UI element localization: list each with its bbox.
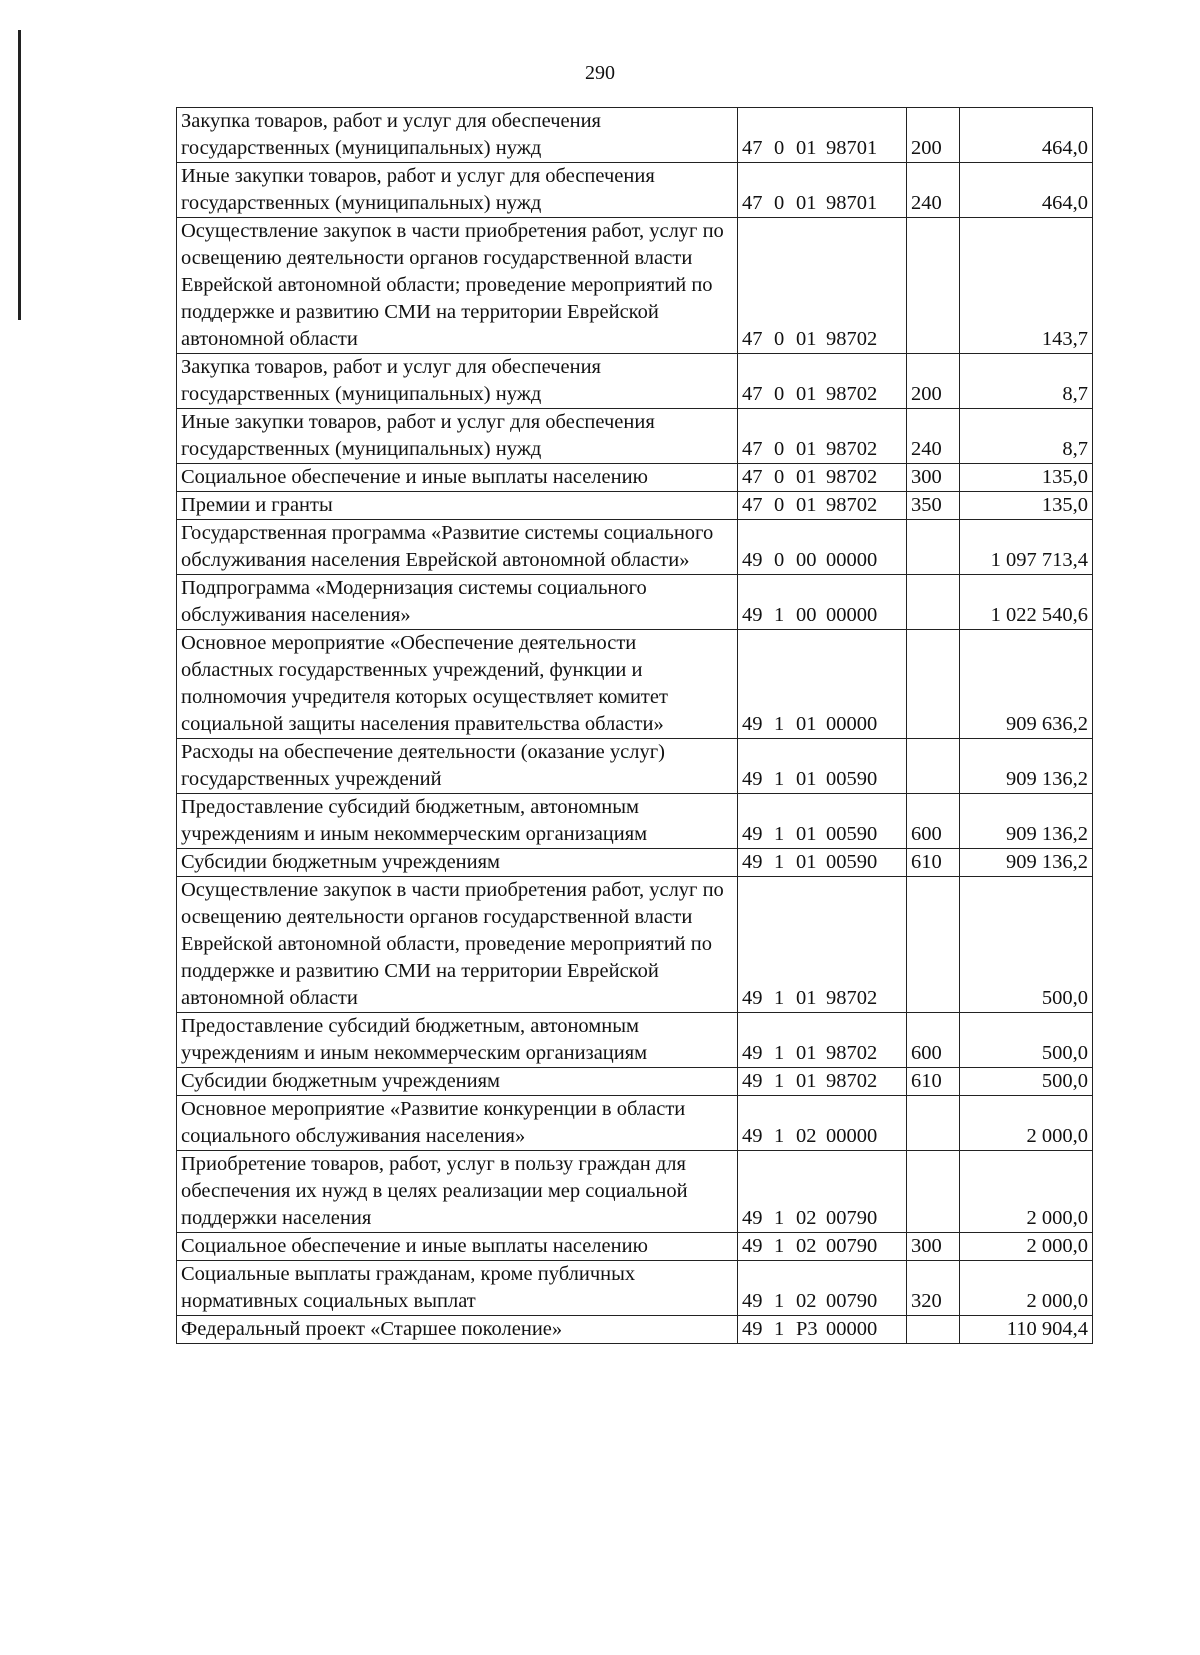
expense-name-cell: Социальные выплаты гражданам, кроме публичных нормативных социальных выплат	[177, 1261, 738, 1316]
amount-cell: 500,0	[960, 877, 1093, 1013]
target-code-part: 98702	[826, 383, 878, 405]
target-code-part: 1	[774, 1318, 785, 1340]
target-code-part: 1	[774, 1235, 785, 1257]
target-code-part: 49	[742, 987, 763, 1009]
amount-cell: 8,7	[960, 354, 1093, 409]
target-code-part: 00790	[826, 1207, 878, 1229]
target-code-cell	[738, 409, 907, 464]
target-code-part: 02	[796, 1207, 817, 1229]
expense-name-cell: Субсидии бюджетным учреждениям	[177, 849, 738, 877]
target-code-part: 01	[796, 137, 817, 159]
target-code-part: 49	[742, 1235, 763, 1257]
amount-cell: 500,0	[960, 1068, 1093, 1096]
table-row	[177, 1068, 1093, 1096]
budget-table	[176, 107, 1093, 1344]
target-code-cell	[738, 739, 907, 794]
table-row	[177, 108, 1093, 163]
target-code-part: 1	[774, 851, 785, 873]
expense-name-cell: Предоставление субсидий бюджетным, автономным учреждениям и иным некоммерческим организациям	[177, 1013, 738, 1068]
expense-type-cell	[907, 575, 960, 630]
target-code-cell	[738, 1096, 907, 1151]
target-code-part: 98701	[826, 137, 878, 159]
target-code-part: 47	[742, 137, 763, 159]
target-code-cell	[738, 520, 907, 575]
expense-name-cell: Подпрограмма «Модернизация системы социального обслуживания населения»	[177, 575, 738, 630]
target-code-part: 49	[742, 713, 763, 735]
target-code-part: 1	[774, 604, 785, 626]
target-code-part: 98702	[826, 328, 878, 350]
amount-cell: 2 000,0	[960, 1233, 1093, 1261]
table-row	[177, 1096, 1093, 1151]
table-row	[177, 1151, 1093, 1233]
target-code-part: 00	[796, 549, 817, 571]
target-code-part: 01	[796, 494, 817, 516]
expense-name-cell: Федеральный проект «Старшее поколение»	[177, 1316, 738, 1344]
target-code-cell	[738, 1151, 907, 1233]
expense-name-cell: Основное мероприятие «Обеспечение деятельности областных государственных учреждений, функции и полномочия учредителя которых осуществляет комитет социальной защиты населения правительства области»	[177, 630, 738, 739]
target-code-part: 49	[742, 1070, 763, 1092]
amount-cell: 500,0	[960, 1013, 1093, 1068]
target-code-cell	[738, 108, 907, 163]
amount-cell: 2 000,0	[960, 1261, 1093, 1316]
target-code-cell	[738, 575, 907, 630]
target-code-part: 02	[796, 1235, 817, 1257]
expense-type-cell	[907, 1316, 960, 1344]
target-code-part: 00	[796, 604, 817, 626]
table-row	[177, 520, 1093, 575]
target-code-cell	[738, 794, 907, 849]
table-row	[177, 409, 1093, 464]
target-code-part: 1	[774, 768, 785, 790]
target-code-part: 0	[774, 328, 785, 350]
target-code-part: 1	[774, 713, 785, 735]
target-code-part: 49	[742, 1125, 763, 1147]
target-code-part: 1	[774, 823, 785, 845]
target-code-part: 0	[774, 192, 785, 214]
expense-type-cell	[907, 877, 960, 1013]
amount-cell: 2 000,0	[960, 1151, 1093, 1233]
expense-name-cell: Субсидии бюджетным учреждениям	[177, 1068, 738, 1096]
target-code-cell	[738, 218, 907, 354]
table-row	[177, 218, 1093, 354]
expense-type-cell	[907, 630, 960, 739]
target-code-cell	[738, 354, 907, 409]
table-row	[177, 575, 1093, 630]
target-code-part: 49	[742, 851, 763, 873]
target-code-part: 01	[796, 987, 817, 1009]
expense-name-cell: Государственная программа «Развитие системы социального обслуживания населения Еврейской автономной области»	[177, 520, 738, 575]
table-row	[177, 1316, 1093, 1344]
target-code-part: 98702	[826, 494, 878, 516]
target-code-part: 01	[796, 383, 817, 405]
expense-name-cell: Закупка товаров, работ и услуг для обеспечения государственных (муниципальных) нужд	[177, 108, 738, 163]
amount-cell: 135,0	[960, 464, 1093, 492]
target-code-part: 00000	[826, 1125, 878, 1147]
target-code-part: 98702	[826, 466, 878, 488]
expense-type-cell: 610	[907, 1068, 960, 1096]
target-code-part: 01	[796, 768, 817, 790]
table-row	[177, 1233, 1093, 1261]
expense-type-cell	[907, 218, 960, 354]
expense-type-cell: 600	[907, 1013, 960, 1068]
amount-cell: 135,0	[960, 492, 1093, 520]
target-code-part: 02	[796, 1125, 817, 1147]
target-code-part: 98702	[826, 438, 878, 460]
target-code-cell	[738, 492, 907, 520]
table-row	[177, 877, 1093, 1013]
expense-type-cell	[907, 1096, 960, 1151]
target-code-part: 00000	[826, 1318, 878, 1340]
target-code-part: 00590	[826, 851, 878, 873]
table-row	[177, 354, 1093, 409]
expense-type-cell: 320	[907, 1261, 960, 1316]
amount-cell: 909 136,2	[960, 849, 1093, 877]
target-code-part: 0	[774, 466, 785, 488]
target-code-part: 01	[796, 438, 817, 460]
target-code-part: 49	[742, 1207, 763, 1229]
target-code-part: 98701	[826, 192, 878, 214]
table-row	[177, 492, 1093, 520]
expense-name-cell: Премии и гранты	[177, 492, 738, 520]
expense-name-cell: Предоставление субсидий бюджетным, автономным учреждениям и иным некоммерческим организациям	[177, 794, 738, 849]
target-code-part: 01	[796, 1042, 817, 1064]
expense-type-cell: 610	[907, 849, 960, 877]
target-code-part: 49	[742, 823, 763, 845]
target-code-part: 1	[774, 1042, 785, 1064]
target-code-part: 49	[742, 604, 763, 626]
table-row	[177, 163, 1093, 218]
expense-name-cell: Осуществление закупок в части приобретения работ, услуг по освещению деятельности органов государственной власти Еврейской автономной области, проведение мероприятий по поддержке и развитию СМИ на территории Еврейской автономной области	[177, 877, 738, 1013]
amount-cell: 1 097 713,4	[960, 520, 1093, 575]
target-code-part: 49	[742, 1042, 763, 1064]
target-code-part: 49	[742, 549, 763, 571]
amount-cell: 1 022 540,6	[960, 575, 1093, 630]
table-row	[177, 849, 1093, 877]
target-code-cell	[738, 464, 907, 492]
target-code-part: 47	[742, 494, 763, 516]
target-code-part: 00000	[826, 713, 878, 735]
target-code-part: 01	[796, 328, 817, 350]
expense-type-cell	[907, 739, 960, 794]
table-row	[177, 630, 1093, 739]
amount-cell: 8,7	[960, 409, 1093, 464]
target-code-cell	[738, 1316, 907, 1344]
target-code-part: 00590	[826, 768, 878, 790]
expense-type-cell: 300	[907, 1233, 960, 1261]
amount-cell: 909 636,2	[960, 630, 1093, 739]
target-code-part: 1	[774, 987, 785, 1009]
expense-type-cell: 240	[907, 163, 960, 218]
target-code-part: 0	[774, 383, 785, 405]
expense-type-cell: 200	[907, 108, 960, 163]
target-code-part: 0	[774, 549, 785, 571]
table-row	[177, 1013, 1093, 1068]
target-code-part: 49	[742, 1290, 763, 1312]
target-code-part: 01	[796, 1070, 817, 1092]
amount-cell: 464,0	[960, 108, 1093, 163]
table-row	[177, 739, 1093, 794]
page-number: 290	[585, 62, 615, 84]
expense-name-cell: Социальное обеспечение и иные выплаты населению	[177, 1233, 738, 1261]
expense-name-cell: Закупка товаров, работ и услуг для обеспечения государственных (муниципальных) нужд	[177, 354, 738, 409]
expense-type-cell	[907, 1151, 960, 1233]
expense-type-cell: 350	[907, 492, 960, 520]
target-code-part: Р3	[796, 1318, 818, 1340]
amount-cell: 909 136,2	[960, 794, 1093, 849]
amount-cell: 464,0	[960, 163, 1093, 218]
target-code-cell	[738, 630, 907, 739]
target-code-part: 47	[742, 383, 763, 405]
table-row	[177, 464, 1093, 492]
target-code-part: 01	[796, 713, 817, 735]
target-code-part: 47	[742, 192, 763, 214]
target-code-part: 00790	[826, 1290, 878, 1312]
expense-type-cell	[907, 520, 960, 575]
expense-type-cell: 300	[907, 464, 960, 492]
target-code-part: 01	[796, 823, 817, 845]
expense-name-cell: Основное мероприятие «Развитие конкуренции в области социального обслуживания населения»	[177, 1096, 738, 1151]
amount-cell: 143,7	[960, 218, 1093, 354]
expense-name-cell: Социальное обеспечение и иные выплаты населению	[177, 464, 738, 492]
table-row	[177, 794, 1093, 849]
expense-name-cell: Иные закупки товаров, работ и услуг для обеспечения государственных (муниципальных) нужд	[177, 163, 738, 218]
target-code-part: 01	[796, 466, 817, 488]
budget-table-body	[177, 108, 1093, 1344]
target-code-part: 98702	[826, 1070, 878, 1092]
target-code-part: 47	[742, 438, 763, 460]
target-code-part: 0	[774, 494, 785, 516]
expense-name-cell: Приобретение товаров, работ, услуг в пользу граждан для обеспечения их нужд в целях реализации мер социальной поддержки населения	[177, 1151, 738, 1233]
target-code-part: 47	[742, 328, 763, 350]
target-code-part: 1	[774, 1125, 785, 1147]
expense-type-cell: 240	[907, 409, 960, 464]
target-code-part: 01	[796, 192, 817, 214]
amount-cell: 2 000,0	[960, 1096, 1093, 1151]
expense-name-cell: Расходы на обеспечение деятельности (оказание услуг) государственных учреждений	[177, 739, 738, 794]
expense-type-cell: 200	[907, 354, 960, 409]
target-code-cell	[738, 1233, 907, 1261]
expense-type-cell: 600	[907, 794, 960, 849]
target-code-part: 00790	[826, 1235, 878, 1257]
expense-name-cell: Иные закупки товаров, работ и услуг для обеспечения государственных (муниципальных) нужд	[177, 409, 738, 464]
target-code-part: 00000	[826, 604, 878, 626]
target-code-cell	[738, 1068, 907, 1096]
amount-cell: 110 904,4	[960, 1316, 1093, 1344]
target-code-part: 00000	[826, 549, 878, 571]
target-code-part: 49	[742, 1318, 763, 1340]
table-row	[177, 1261, 1093, 1316]
target-code-cell	[738, 877, 907, 1013]
expense-name-cell: Осуществление закупок в части приобретения работ, услуг по освещению деятельности органов государственной власти Еврейской автономной области; проведение мероприятий по поддержке и развитию СМИ на территории Еврейской автономной области	[177, 218, 738, 354]
target-code-part: 1	[774, 1290, 785, 1312]
target-code-part: 0	[774, 438, 785, 460]
target-code-part: 00590	[826, 823, 878, 845]
target-code-cell	[738, 849, 907, 877]
target-code-part: 1	[774, 1070, 785, 1092]
target-code-part: 1	[774, 1207, 785, 1229]
target-code-part: 47	[742, 466, 763, 488]
target-code-part: 01	[796, 851, 817, 873]
target-code-part: 98702	[826, 1042, 878, 1064]
amount-cell: 909 136,2	[960, 739, 1093, 794]
target-code-part: 02	[796, 1290, 817, 1312]
target-code-cell	[738, 1013, 907, 1068]
target-code-cell	[738, 1261, 907, 1316]
target-code-part: 49	[742, 768, 763, 790]
target-code-part: 98702	[826, 987, 878, 1009]
target-code-cell	[738, 163, 907, 218]
target-code-part: 0	[774, 137, 785, 159]
